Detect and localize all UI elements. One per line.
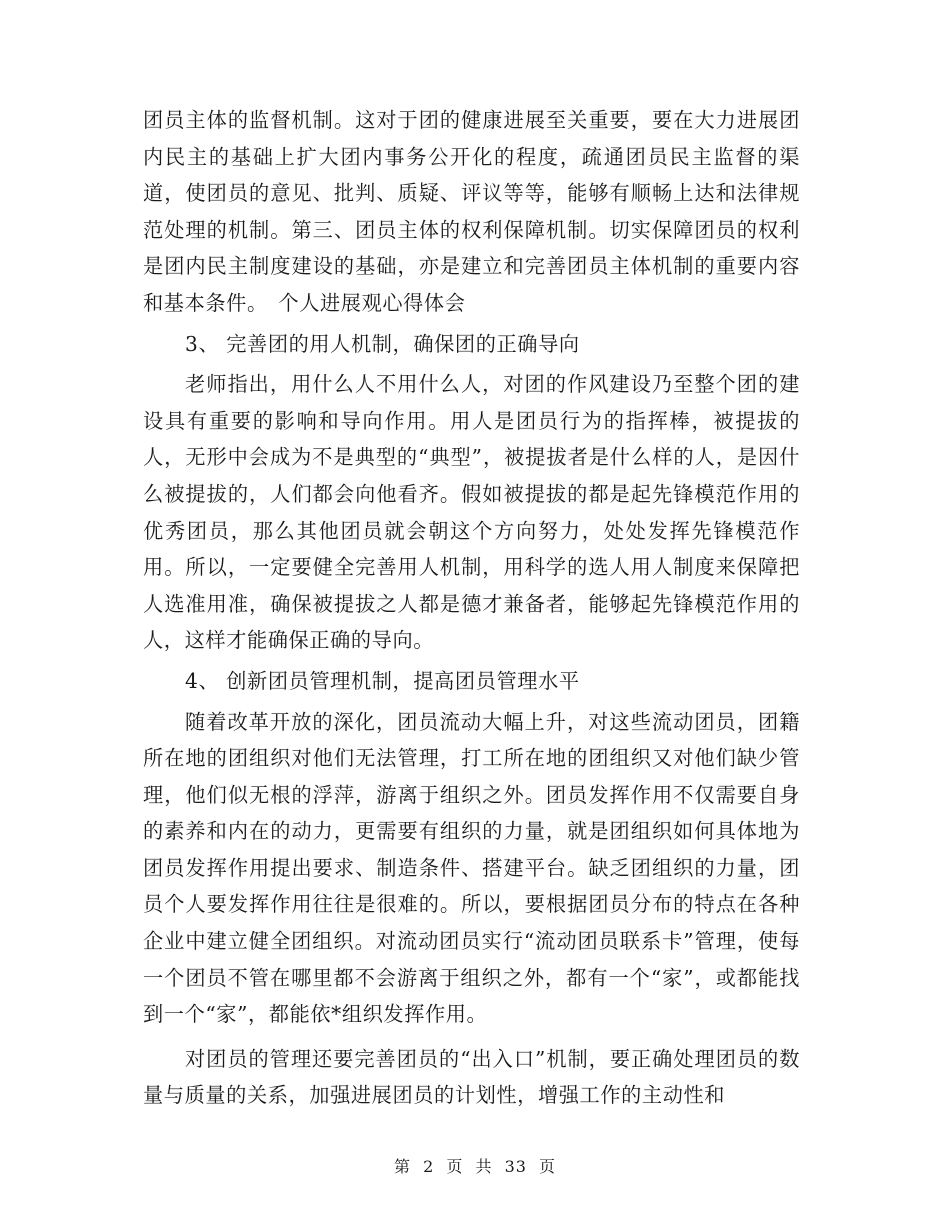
footer-total-pages: 33 — [504, 1157, 527, 1176]
page-footer — [0, 1154, 950, 1177]
footer-total-word: 共 — [475, 1157, 493, 1176]
document-body — [143, 102, 800, 1114]
paragraph-entry-exit-mechanism: 对团员的管理还要完善团员的“出入口”机制，要正确处理团员的数量与质量的关系，加强进展团员的计划性，增强工作的主动性和 — [143, 1046, 800, 1108]
footer-page-word: 页 — [446, 1157, 464, 1176]
paragraph-supervision-rights: 团员主体的监督机制。这对于团的健康进展至关重要，要在大力进展团内民主的基础上扩大团内事务公开化的程度，疏通团员民主监督的渠道，使团员的意见、批判、质疑、评议等等，能够有顺畅上达和法律规范处理的机制。第三、团员主体的权利保障机制。切实保障团员的权利是团内民主制度建设的基础，亦是建立和完善团员主体机制的重要内容和基本条件。 个人进展观心得体会 — [143, 108, 800, 315]
section-heading-4: 4、 创新团员管理机制，提高团员管理水平 — [185, 668, 580, 693]
section-heading-3: 3、 完善团的用人机制，确保团的正确导向 — [185, 331, 580, 356]
paragraph-personnel-mechanism: 老师指出，用什么人不用什么人，对团的作风建设乃至整个团的建设具有重要的影响和导向作用。用人是团员行为的指挥棒，被提拔的人，无形中会成为不是典型的“典型”，被提拔者是什么样的人，是因什么被提拔的，人们都会向他看齐。假如被提拔的都是起先锋模范作用的优秀团员，那么其他团员就会朝这个方向努力，处处发挥先锋模范作用。所以，一定要健全完善用人机制，用科学的选人用人制度来保障把人选准用准，确保被提拔之人都是德才兼备者，能够起先锋模范作用的人，这样才能确保正确的导向。 — [143, 372, 800, 653]
footer-suffix: 页 — [539, 1157, 557, 1176]
footer-prefix: 第 — [393, 1157, 411, 1176]
footer-current-page: 2 — [423, 1157, 435, 1176]
paragraph-mobile-members: 随着改革开放的深化，团员流动大幅上升，对这些流动团员，团籍所在地的团组织对他们无法管理，打工所在地的团组织又对他们缺少管理，他们似无根的浮萍，游离于组织之外。团员发挥作用不仅需要自身的素养和内在的动力，更需要有组织的力量，就是团组织如何具体地为团员发挥作用提出要求、制造条件、搭建平台。缺乏团组织的力量，团员个人要发挥作用往往是很难的。所以，要根据团员分布的特点在各种企业中建立健全团组织。对流动团员实行“流动团员联系卡”管理，使每一个团员不管在哪里都不会游离于组织之外，都有一个“家”，或都能找到一个“家”，都能依*组织发挥作用。 — [143, 709, 800, 1027]
